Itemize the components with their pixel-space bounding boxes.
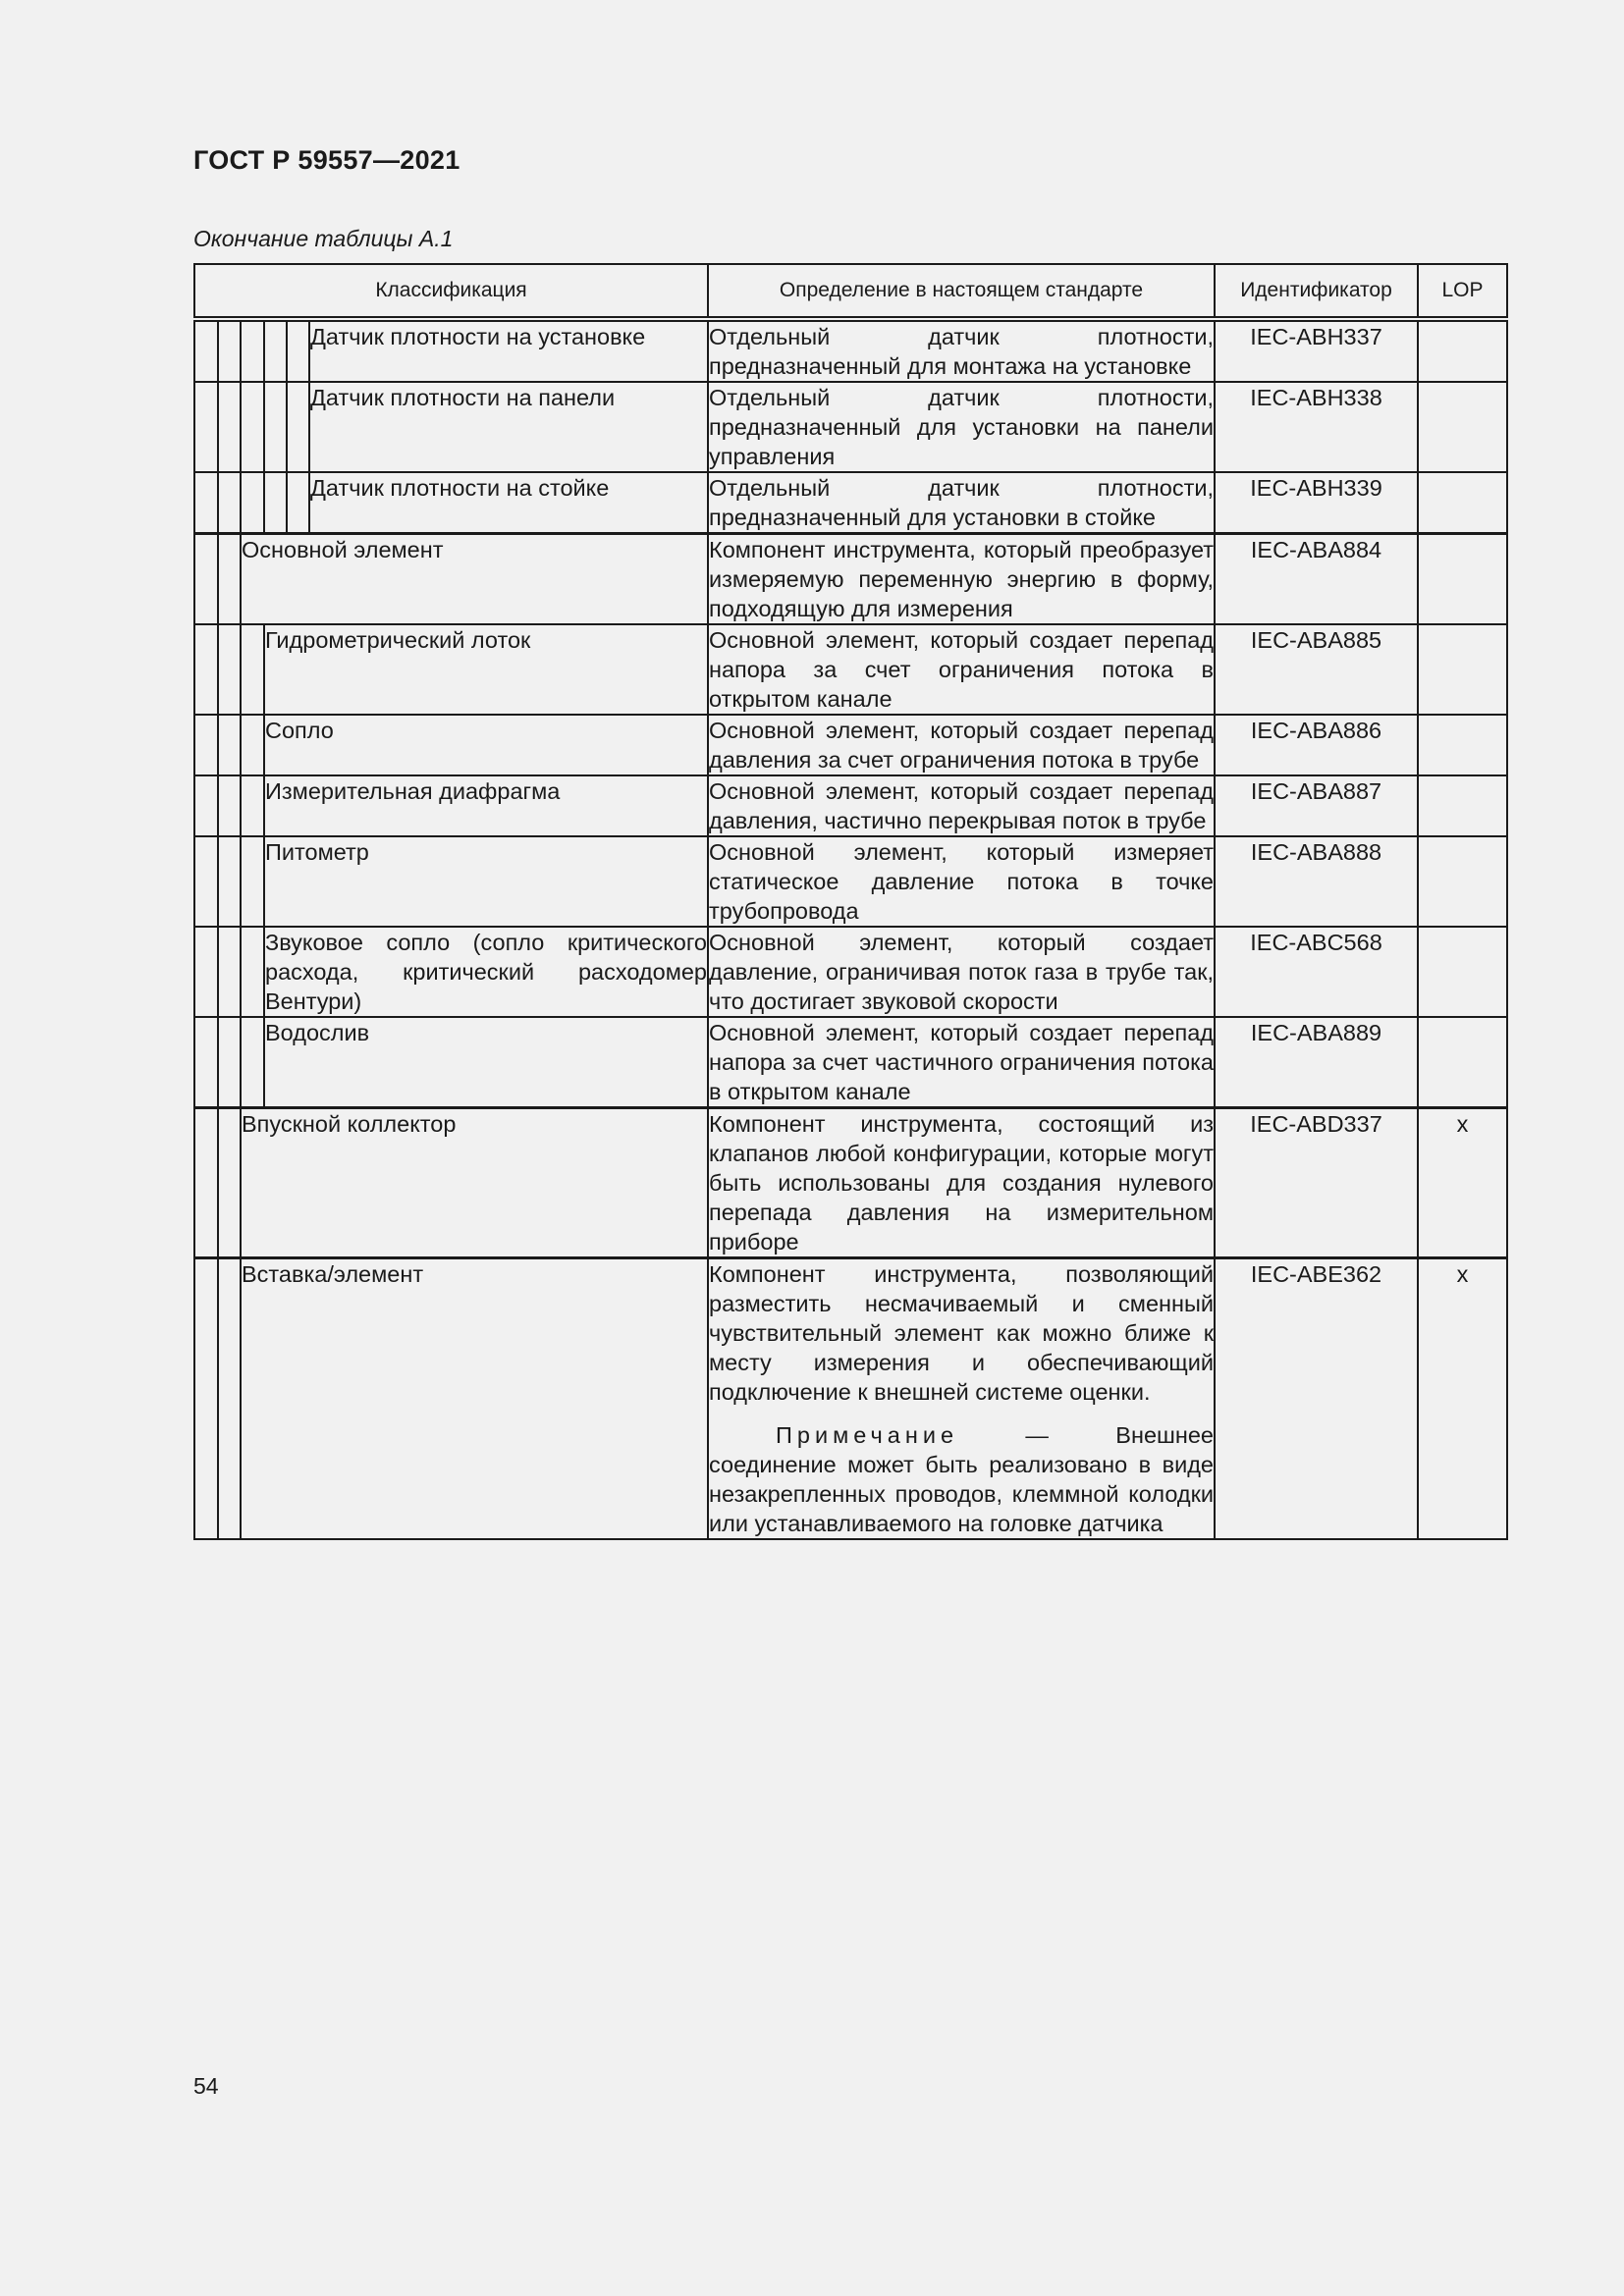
table-row bbox=[194, 1017, 1507, 1108]
row-definition: Отдельный датчик плотности, предназначенный для установки на панели управления bbox=[708, 382, 1215, 472]
header-definition: Определение в настоящем стандарте bbox=[708, 264, 1215, 319]
definition-text: Компонент инструмента, позволяющий разместить несмачиваемый и сменный чувствительный элемент как можно ближе к месту измерения и обеспечивающий подключение к внешней системе оценки. bbox=[709, 1261, 1214, 1405]
row-identifier: IEC-ABE362 bbox=[1215, 1258, 1418, 1540]
row-definition: Отдельный датчик плотности, предназначенный для монтажа на установке bbox=[708, 319, 1215, 382]
table-row bbox=[194, 1258, 1507, 1540]
row-identifier: IEC-ABD337 bbox=[1215, 1108, 1418, 1258]
table-row bbox=[194, 715, 1507, 775]
row-identifier: IEC-ABA884 bbox=[1215, 534, 1418, 625]
row-classification: Измерительная диафрагма bbox=[264, 775, 708, 836]
page-number: 54 bbox=[193, 2073, 219, 2099]
header-identifier: Идентификатор bbox=[1215, 264, 1418, 319]
row-identifier: IEC-ABA889 bbox=[1215, 1017, 1418, 1108]
table-row bbox=[194, 534, 1507, 625]
row-classification: Впускной коллектор bbox=[241, 1108, 708, 1258]
row-identifier: IEC-ABA887 bbox=[1215, 775, 1418, 836]
row-classification: Сопло bbox=[264, 715, 708, 775]
row-definition: Компонент инструмента, состоящий из клапанов любой конфигурации, которые могут быть использованы для создания нулевого перепада давления на измерительном приборе bbox=[708, 1108, 1215, 1258]
row-lop bbox=[1418, 534, 1507, 625]
row-definition: Основной элемент, который создает перепад напора за счет ограничения потока в открытом канале bbox=[708, 624, 1215, 715]
row-lop bbox=[1418, 836, 1507, 927]
row-classification: Датчик плотности на установке bbox=[309, 319, 708, 382]
row-lop bbox=[1418, 1017, 1507, 1108]
row-identifier: IEC-ABA886 bbox=[1215, 715, 1418, 775]
row-identifier: IEC-ABC568 bbox=[1215, 927, 1418, 1017]
row-classification: Водослив bbox=[264, 1017, 708, 1108]
row-identifier: IEC-ABA885 bbox=[1215, 624, 1418, 715]
row-lop: x bbox=[1418, 1258, 1507, 1540]
row-identifier: IEC-ABH337 bbox=[1215, 319, 1418, 382]
note-label: Примечание bbox=[776, 1422, 959, 1448]
row-identifier: IEC-ABH339 bbox=[1215, 472, 1418, 534]
row-lop bbox=[1418, 715, 1507, 775]
row-classification: Основной элемент bbox=[241, 534, 708, 625]
row-classification: Датчик плотности на панели bbox=[309, 382, 708, 472]
row-definition: Основной элемент, который создает давление, ограничивая поток газа в трубе так, что достигает звуковой скорости bbox=[708, 927, 1215, 1017]
table-row bbox=[194, 775, 1507, 836]
table-caption: Окончание таблицы А.1 bbox=[193, 226, 454, 251]
row-lop bbox=[1418, 319, 1507, 382]
table-header-row bbox=[194, 264, 1507, 319]
row-identifier: IEC-ABH338 bbox=[1215, 382, 1418, 472]
document-code: ГОСТ Р 59557—2021 bbox=[193, 145, 460, 175]
row-definition: Основной элемент, который создает перепад давления за счет ограничения потока в трубе bbox=[708, 715, 1215, 775]
row-identifier: IEC-ABA888 bbox=[1215, 836, 1418, 927]
row-lop: x bbox=[1418, 1108, 1507, 1258]
row-definition: Компонент инструмента, который преобразует измеряемую переменную энергию в форму, подходящую для измерения bbox=[708, 534, 1215, 625]
classification-table bbox=[193, 263, 1508, 1540]
table-row bbox=[194, 472, 1507, 534]
row-definition: Основной элемент, который создает перепад напора за счет частичного ограничения потока в открытом канале bbox=[708, 1017, 1215, 1108]
row-classification: Датчик плотности на стойке bbox=[309, 472, 708, 534]
row-lop bbox=[1418, 624, 1507, 715]
definition-note bbox=[709, 1420, 1214, 1538]
header-lop: LOP bbox=[1418, 264, 1507, 319]
table-row bbox=[194, 927, 1507, 1017]
table-row bbox=[194, 836, 1507, 927]
row-classification: Питометр bbox=[264, 836, 708, 927]
table-row bbox=[194, 1108, 1507, 1258]
row-definition: Основной элемент, который измеряет статическое давление потока в точке трубопровода bbox=[708, 836, 1215, 927]
row-classification: Звуковое сопло (сопло критического расхода, критический расходомер Вентури) bbox=[264, 927, 708, 1017]
row-definition: Основной элемент, который создает перепад давления, частично перекрывая поток в трубе bbox=[708, 775, 1215, 836]
row-lop bbox=[1418, 927, 1507, 1017]
note-text: — Внешнее соединение может быть реализовано в виде незакрепленных проводов, клеммной колодки или устанавливаемого на головке датчика bbox=[709, 1422, 1214, 1536]
row-classification: Гидрометрический лоток bbox=[264, 624, 708, 715]
row-lop bbox=[1418, 472, 1507, 534]
row-definition bbox=[708, 1258, 1215, 1540]
row-classification: Вставка/элемент bbox=[241, 1258, 708, 1540]
table-row bbox=[194, 382, 1507, 472]
table-row bbox=[194, 624, 1507, 715]
row-lop bbox=[1418, 775, 1507, 836]
table-row bbox=[194, 319, 1507, 382]
header-classification: Классификация bbox=[194, 264, 708, 319]
row-lop bbox=[1418, 382, 1507, 472]
row-definition: Отдельный датчик плотности, предназначенный для установки в стойке bbox=[708, 472, 1215, 534]
